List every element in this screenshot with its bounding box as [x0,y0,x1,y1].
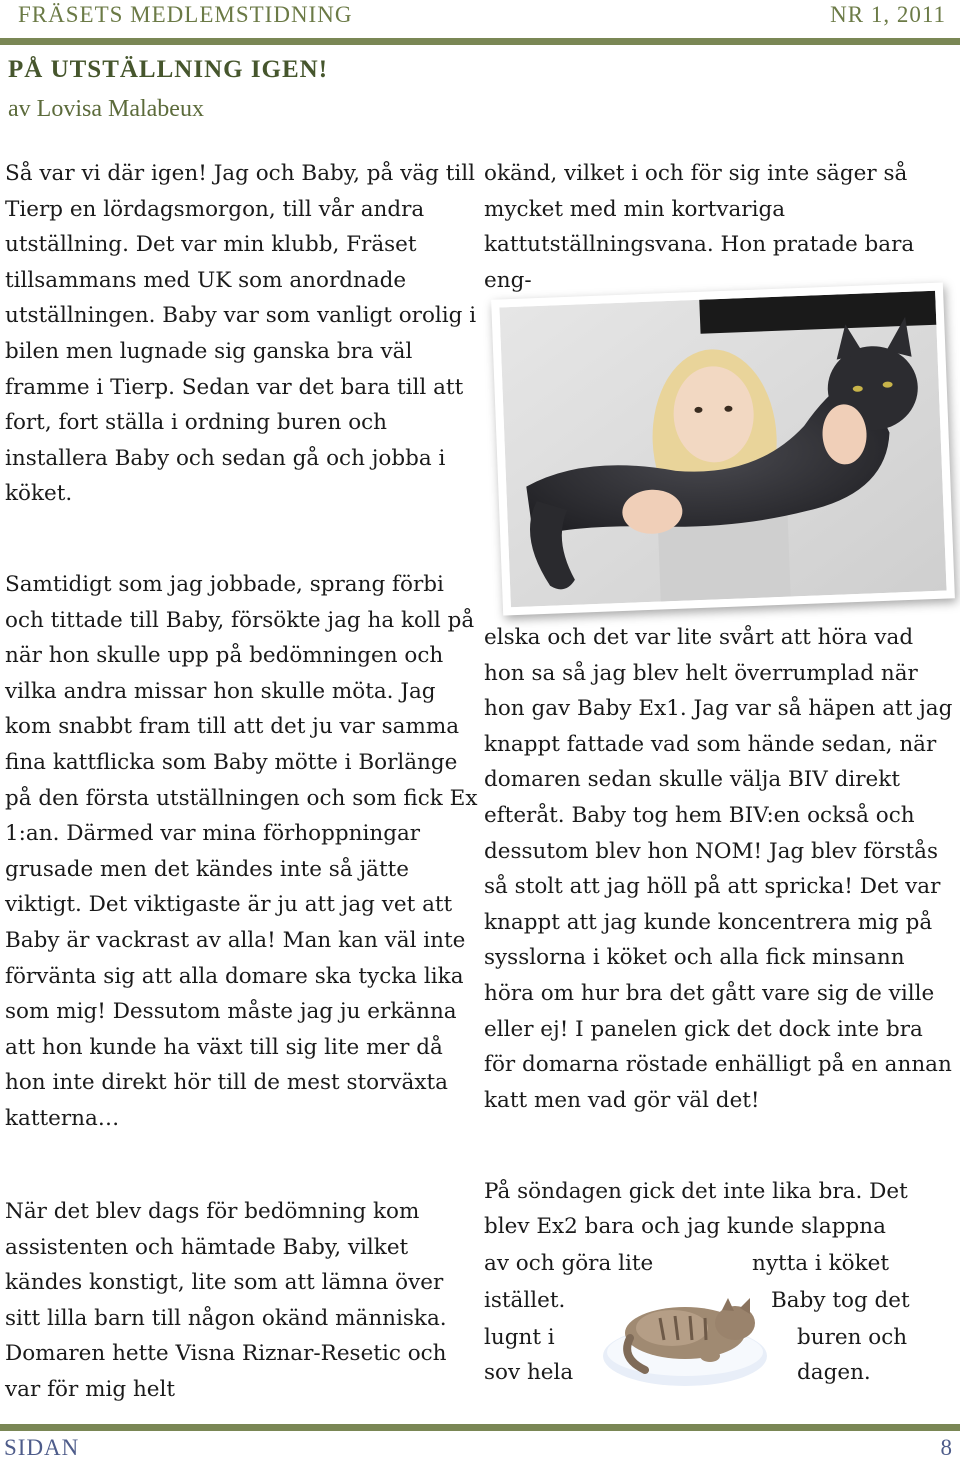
left-column-paragraph-1: Så var vi där igen! Jag och Baby, på väg till Tierp en lördagsmorgon, till vår andra utställning. Det var min klubb, Fräset tillsammans med UK som anordnade utställningen. Baby var som vanligt orolig i bilen men lugnade sig ganska bra väl framme i Tierp. Sedan var det bara till att fort, fort ställa i ordning buren och installera Baby och sedan gå och jobba i köket. [5,161,477,507]
right-bottom-line-6a: sov hela [484,1360,574,1385]
right-bottom-line-6b: dagen. [797,1360,871,1385]
right-bottom-line-5b: buren och [797,1325,908,1350]
girl-with-cat-icon [499,291,946,608]
right-bottom-line-3b: nytta i köket [752,1251,889,1276]
header-rule [0,38,960,45]
article-byline: av Lovisa Malabeux [8,96,204,122]
footer-label: SIDAN [4,1435,80,1460]
publication-name: FRÄSETS MEDLEMSTIDNING [18,2,353,27]
right-column-mid-text: elska och det var lite svårt att höra vad hon sa så jag blev helt överrumplad när hon gav Baby Ex1. Jag var så häpen att jag knappt fattade vad som hände sedan, när domaren sedan skulle välja BIV direkt efteråt. Baby tog hem BIV:en också och dessutom blev hon NOM! Jag blev förstås så stolt att jag höll på att spricka! Det var knappt att jag kunde koncentrera mig på sysslorna i köket och alla fick minsann höra om hur bra det gått vare sig de ville eller ej! I panelen gick det dock inte bra för domarna röstade enhälligt på en annan katt men vad gör väl det! [484,625,953,1113]
right-column-top-text: okänd, vilket i och för sig inte säger så mycket med min kortvariga kattutställningsvana. Hon pratade bara eng- [484,161,915,293]
left-column-paragraph-3: När det blev dags för bedömning kom assistenten och hämtade Baby, vilket kändes konstigt, lite som att lämna över sitt lilla barn till någon okänd människa. Domaren hette Visna Riznar-Resetic och var för mig helt [5,1199,447,1402]
footer-rule [0,1424,960,1431]
right-bottom-line-2: blev Ex2 bara och jag kunde slappna [484,1214,886,1239]
cat-photo [491,282,955,615]
right-bottom-line-3a: av och göra lite [484,1251,654,1276]
left-column-paragraph-2: Samtidigt som jag jobbade, sprang förbi och tittade till Baby, försökte jag ha koll på när hon skulle upp på bedömningen och vilka andra missar hon skulle möta. Jag kom snabbt fram till att det ju var samma fina kattflicka som Baby mötte i Borlänge på den första utställningen och som fick Ex 1:an. Därmed var mina förhoppningar grusade men det kändes inte så jätte viktigt. Det viktigaste är ju att jag vet att Baby är vackrast av alla! Man kan väl inte förvänta sig att alla domare ska tycka lika som mig! Dessutom måste jag ju erkänna att hon kunde ha växt till sig lite mer då hon inte direkt hör till de mest storväxta katterna… [5,572,478,1131]
right-bottom-line-1: På söndagen gick det inte lika bra. Det [484,1179,908,1204]
right-bottom-line-4a: istället. [484,1288,566,1313]
article-title: PÅ UTSTÄLLNING IGEN! [8,56,329,83]
issue-number: NR 1, 2011 [830,2,946,27]
sleeping-kitten-icon [600,1278,770,1390]
right-bottom-line-5a: lugnt i [484,1325,555,1350]
right-bottom-line-4b: Baby tog det [771,1288,910,1313]
page-number: 8 [940,1435,952,1460]
